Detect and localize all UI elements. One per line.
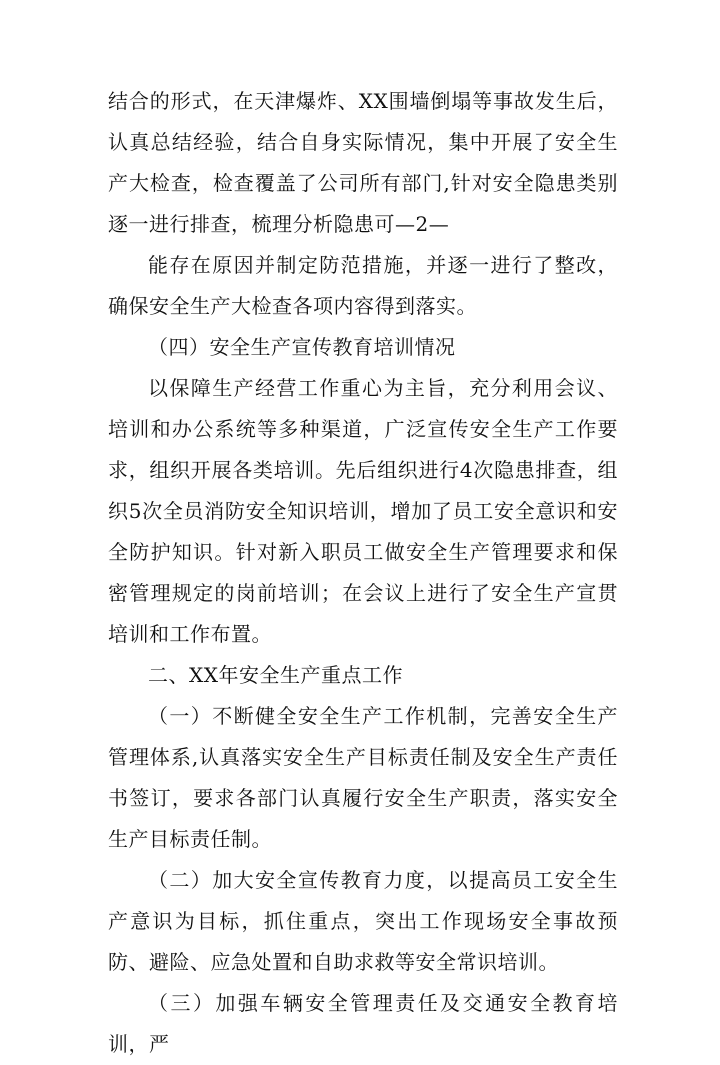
paragraph-training-details: 以保障生产经营工作重心为主旨，充分利用会议、培训和办公系统等多种渠道，广泛宣传安全生产工作要求，组织开展各类培训。先后组织进行4次隐患排查，组织5次全员消防安全知识培训，增加了员工安全意识和安全防护知识。针对新入职员工做安全生产管理要求和保密管理规定的岗前培训；在会议上进行了安全生产宣贯培训和工作布置。 [108, 376, 618, 646]
document-body [108, 81, 618, 1065]
section-heading-key-work: 二、XX年安全生产重点工作 [148, 663, 403, 687]
paragraph-summary-continued: 结合的形式，在天津爆炸、XX围墙倒塌等事故发生后，认真总结经验，结合自身实际情况，集中开展了安全生产大检查，检查覆盖了公司所有部门,针对安全隐患类别逐一进行排查，梳理分析隐患可—2— [108, 89, 618, 236]
paragraph-key-work-1: （一）不断健全安全生产工作机制，完善安全生产管理体系,认真落实安全生产目标责任制及安全生产责任书签订，要求各部门认真履行安全生产职责，落实安全生产目标责任制。 [108, 704, 618, 851]
section-heading-training: （四）安全生产宣传教育培训情况 [148, 335, 456, 359]
paragraph-rectification: 能存在原因并制定防范措施，并逐一进行了整改，确保安全生产大检查各项内容得到落实。 [108, 253, 618, 318]
paragraph-key-work-2: （二）加大安全宣传教育力度，以提高员工安全生产意识为目标，抓住重点，突出工作现场安全事故预防、避险、应急处置和自助求救等安全常识培训。 [108, 868, 618, 974]
paragraph-key-work-3: （三）加强车辆安全管理责任及交通安全教育培训，严 [108, 991, 618, 1056]
